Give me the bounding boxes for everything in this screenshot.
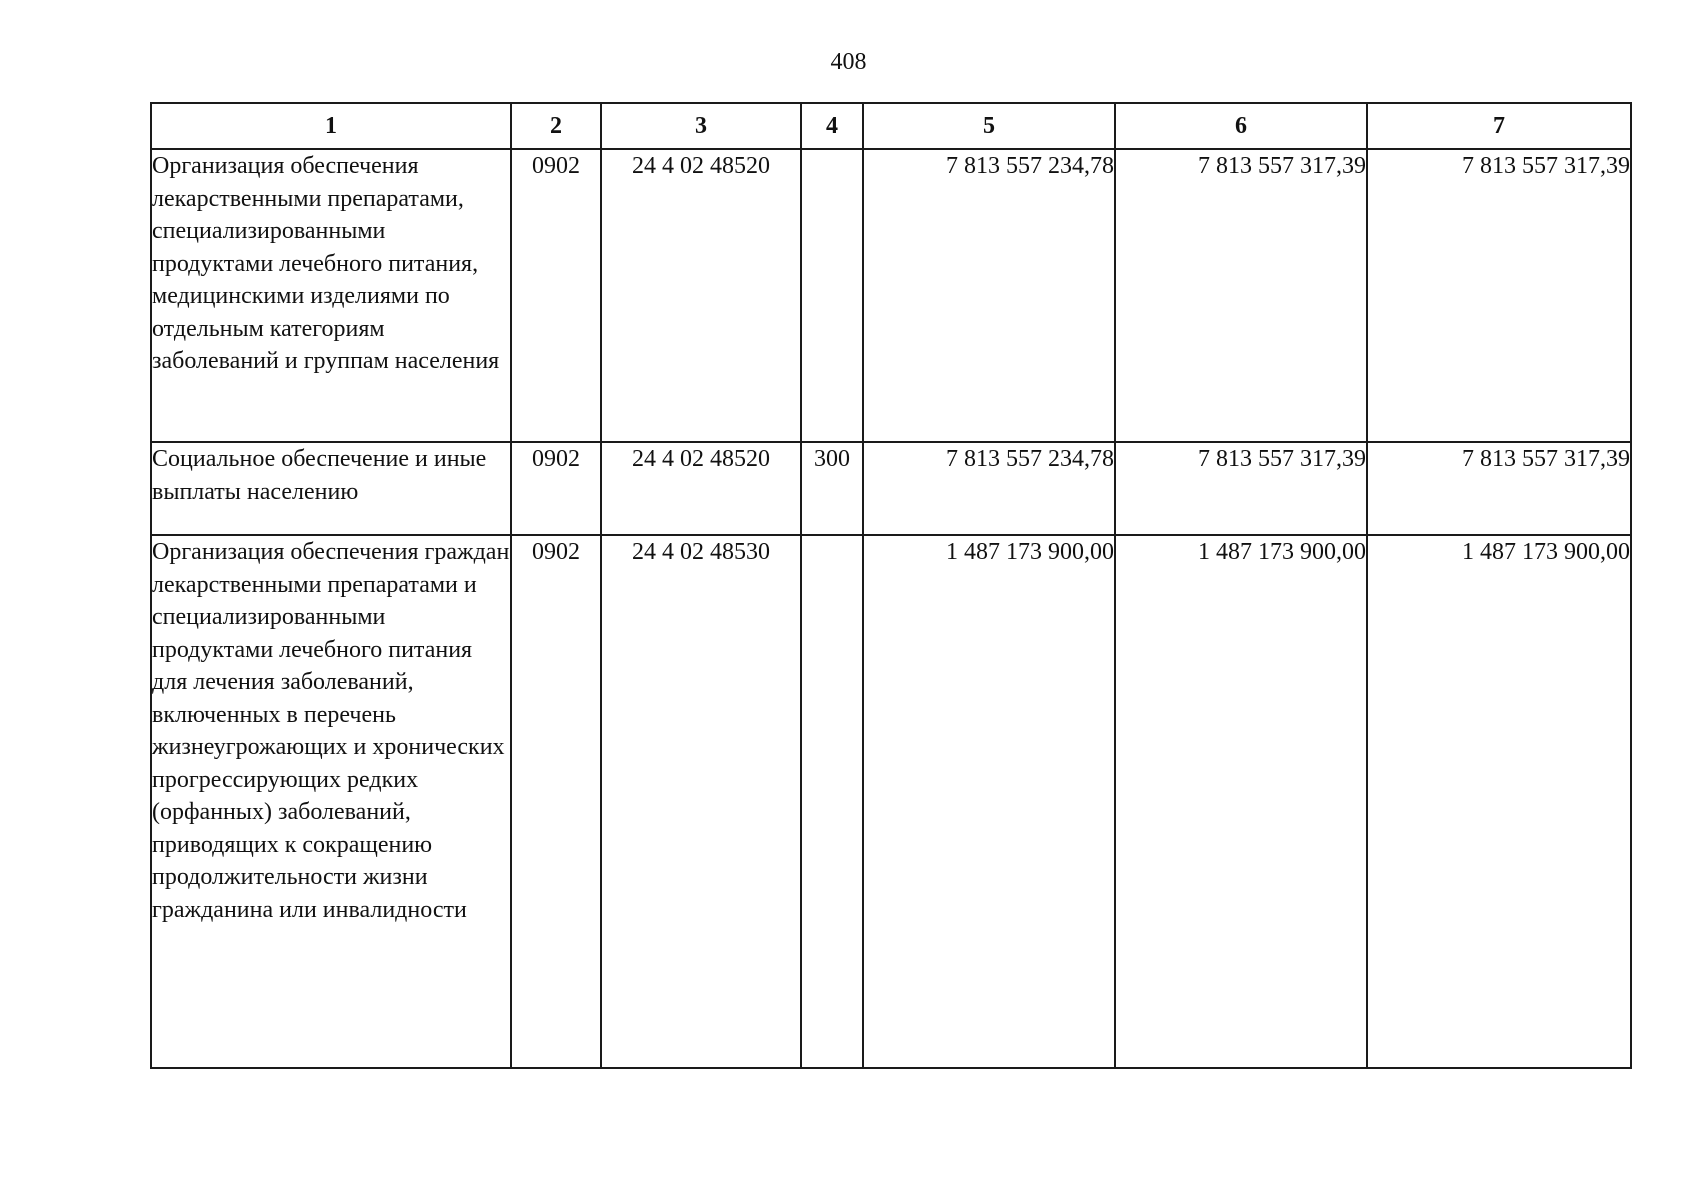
amount-col6-cell: 7 813 557 317,39: [1115, 442, 1367, 535]
item-name-cell: Социальное обеспечение и иные выплаты населению: [151, 442, 511, 535]
item-name-cell: Организация обеспечения граждан лекарственными препаратами и специализированными продуктами лечебного питания для лечения заболеваний, включенных в перечень жизнеугрожающих и хронических прогрессирующих редких (орфанных) заболеваний, приводящих к сокращению продолжительности жизни гражданина или инвалидности: [151, 535, 511, 1068]
column-header-6: 6: [1115, 103, 1367, 149]
page-number: 408: [830, 49, 867, 75]
column-header-3: 3: [601, 103, 801, 149]
amount-col6-cell: 1 487 173 900,00: [1115, 535, 1367, 1068]
expense-type-cell: [801, 149, 863, 442]
column-header-7: 7: [1367, 103, 1631, 149]
amount-col5-cell: 7 813 557 234,78: [863, 149, 1115, 442]
table-row: [151, 535, 1631, 1068]
amount-col5-cell: 7 813 557 234,78: [863, 442, 1115, 535]
amount-col7-cell: 7 813 557 317,39: [1367, 442, 1631, 535]
amount-col7-cell: 1 487 173 900,00: [1367, 535, 1631, 1068]
section-code-cell: 0902: [511, 149, 601, 442]
section-code-cell: 0902: [511, 535, 601, 1068]
expense-type-cell: [801, 535, 863, 1068]
column-header-1: 1: [151, 103, 511, 149]
budget-table: [150, 102, 1632, 1069]
section-code-cell: 0902: [511, 442, 601, 535]
header-row: [151, 103, 1631, 149]
amount-col7-cell: 7 813 557 317,39: [1367, 149, 1631, 442]
target-article-cell: 24 4 02 48530: [601, 535, 801, 1068]
amount-col6-cell: 7 813 557 317,39: [1115, 149, 1367, 442]
amount-col5-cell: 1 487 173 900,00: [863, 535, 1115, 1068]
expense-type-cell: 300: [801, 442, 863, 535]
target-article-cell: 24 4 02 48520: [601, 442, 801, 535]
column-header-5: 5: [863, 103, 1115, 149]
column-header-2: 2: [511, 103, 601, 149]
table-row: [151, 149, 1631, 442]
table-row: [151, 442, 1631, 535]
item-name-cell: Организация обеспечения лекарственными препаратами, специализированными продуктами лечебного питания, медицинскими изделиями по отдельным категориям заболеваний и группам населения: [151, 149, 511, 442]
column-header-4: 4: [801, 103, 863, 149]
target-article-cell: 24 4 02 48520: [601, 149, 801, 442]
